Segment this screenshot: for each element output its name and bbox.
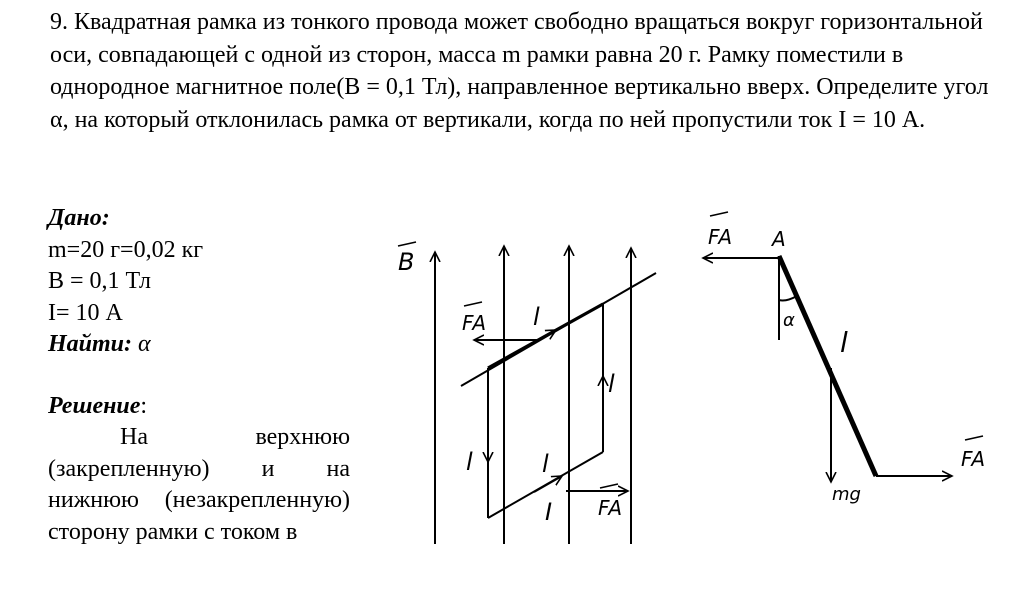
figure1-label-l-right: l: [608, 370, 615, 398]
vector-bar-FA-right: [965, 436, 983, 440]
figure1-label-l-left: l: [466, 448, 473, 476]
figure1-label-B: B: [398, 248, 415, 276]
solution-heading: Решение: [48, 392, 141, 419]
problem-statement: 9. Квадратная рамка из тонкого провода может свободно вращаться вокруг горизонтальной оси, совпадающей с одной из сторон, масса m рамки равна 20 г. Рамку поместили в однородное магнитное поле(B = 0,1 Тл), направленное вертикально вверх. Определите угол α, на который отклонилась рамка от вертикали, когда по ней пропустили ток I = 10 А.: [50, 9, 989, 133]
figure2-label-mg: mg: [832, 484, 861, 505]
figure2-label-FA-left: FA: [708, 225, 733, 249]
figure1-label-l-top: l: [533, 303, 540, 331]
vector-bar-FA-left: [710, 212, 728, 216]
vector-bar-FA-bottom: [600, 484, 618, 488]
vector-bar-FA-top: [464, 302, 482, 306]
find-symbol: α: [138, 331, 151, 357]
given-field: B = 0,1 Тл: [48, 268, 151, 294]
current-arrow-bottom: [534, 476, 562, 492]
figure1-label-FA-top: FA: [462, 311, 487, 335]
figure2-label-alpha: α: [783, 310, 795, 331]
figure1-label-I: I: [545, 498, 553, 526]
solution-text: На верхнюю (закрепленную) и на нижнюю (незакрепленную) сторону рамки с током в: [48, 424, 350, 545]
angle-arc: [779, 296, 797, 301]
current-arrow-top: [510, 330, 556, 356]
given-heading: Дано:: [48, 205, 110, 231]
figure2-label-A: A: [772, 227, 786, 251]
figure1-label-FA-bottom: FA: [598, 496, 623, 520]
given-mass: m=20 г=0,02 кг: [48, 236, 204, 263]
solution-colon: :: [140, 392, 148, 419]
figure1-label-l-bottom: l: [542, 450, 549, 478]
figure2-label-l: l: [840, 326, 848, 359]
find-heading: Найти:: [48, 331, 133, 357]
figure2-label-FA-right: FA: [961, 447, 986, 471]
given-current: I= 10 А: [48, 299, 123, 326]
vector-bar-B: [398, 242, 416, 246]
frame-side-rod: [779, 256, 876, 476]
